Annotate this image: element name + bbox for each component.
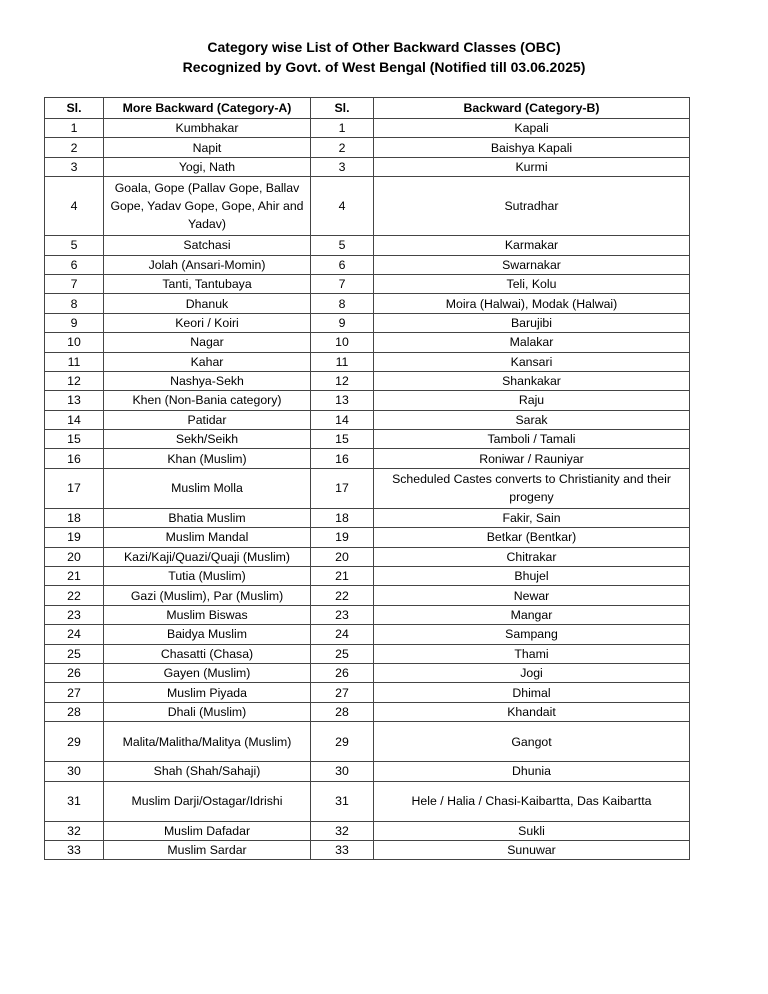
table-row: [45, 410, 690, 429]
cell-category-b: Roniwar / Rauniyar: [374, 449, 690, 468]
table-row: [45, 586, 690, 605]
cell-category-a: Baidya Muslim: [104, 625, 311, 644]
table-row: [45, 528, 690, 547]
cell-sl-b: 18: [311, 508, 374, 527]
cell-category-a: Muslim Molla: [104, 468, 311, 508]
cell-sl-b: 23: [311, 605, 374, 624]
cell-category-b: Khandait: [374, 702, 690, 721]
cell-category-a: Malita/Malitha/Malitya (Muslim): [104, 722, 311, 762]
cell-sl-b: 33: [311, 840, 374, 859]
cell-sl-b: 29: [311, 722, 374, 762]
cell-category-b: Gangot: [374, 722, 690, 762]
table-row: [45, 508, 690, 527]
cell-category-a: Muslim Biswas: [104, 605, 311, 624]
cell-category-b: Malakar: [374, 333, 690, 352]
table-row: [45, 274, 690, 293]
cell-sl-b: 4: [311, 177, 374, 236]
cell-category-b: Raju: [374, 391, 690, 410]
cell-category-b: Swarnakar: [374, 255, 690, 274]
cell-sl-b: 1: [311, 119, 374, 138]
cell-sl-b: 3: [311, 157, 374, 176]
cell-sl-a: 28: [45, 702, 104, 721]
cell-category-b: Betkar (Bentkar): [374, 528, 690, 547]
cell-sl-a: 17: [45, 468, 104, 508]
cell-category-b: Sampang: [374, 625, 690, 644]
cell-sl-b: 7: [311, 274, 374, 293]
table-row: [45, 236, 690, 255]
cell-sl-a: 27: [45, 683, 104, 702]
cell-sl-a: 30: [45, 762, 104, 781]
table-row: [45, 683, 690, 702]
obc-table: [44, 97, 690, 860]
cell-sl-b: 17: [311, 468, 374, 508]
cell-sl-a: 19: [45, 528, 104, 547]
cell-category-a: Nashya-Sekh: [104, 371, 311, 390]
cell-sl-a: 12: [45, 371, 104, 390]
cell-sl-a: 11: [45, 352, 104, 371]
cell-category-a: Kahar: [104, 352, 311, 371]
cell-sl-a: 21: [45, 567, 104, 586]
cell-sl-b: 22: [311, 586, 374, 605]
title-line-2: Recognized by Govt. of West Bengal (Notified till 03.06.2025): [182, 59, 586, 75]
cell-sl-b: 28: [311, 702, 374, 721]
cell-sl-b: 12: [311, 371, 374, 390]
cell-category-b: Baishya Kapali: [374, 138, 690, 157]
cell-category-a: Tanti, Tantubaya: [104, 274, 311, 293]
cell-category-b: Newar: [374, 586, 690, 605]
cell-category-a: Muslim Sardar: [104, 840, 311, 859]
table-header-row: [45, 98, 690, 119]
cell-sl-a: 1: [45, 119, 104, 138]
table-row: [45, 391, 690, 410]
cell-category-a: Khen (Non-Bania category): [104, 391, 311, 410]
cell-category-b: Scheduled Castes converts to Christianity and their progeny: [374, 468, 690, 508]
cell-sl-b: 20: [311, 547, 374, 566]
cell-category-b: Jogi: [374, 663, 690, 682]
cell-sl-b: 26: [311, 663, 374, 682]
cell-sl-b: 9: [311, 313, 374, 332]
cell-sl-b: 8: [311, 294, 374, 313]
cell-sl-b: 30: [311, 762, 374, 781]
cell-category-b: Hele / Halia / Chasi-Kaibartta, Das Kaibartta: [374, 781, 690, 821]
cell-sl-b: 11: [311, 352, 374, 371]
cell-sl-a: 8: [45, 294, 104, 313]
table-row: [45, 781, 690, 821]
cell-category-a: Kumbhakar: [104, 119, 311, 138]
cell-sl-b: 27: [311, 683, 374, 702]
table-row: [45, 840, 690, 859]
table-row: [45, 138, 690, 157]
cell-sl-b: 19: [311, 528, 374, 547]
table-row: [45, 333, 690, 352]
cell-sl-a: 14: [45, 410, 104, 429]
cell-sl-a: 33: [45, 840, 104, 859]
cell-category-a: Shah (Shah/Sahaji): [104, 762, 311, 781]
cell-sl-a: 26: [45, 663, 104, 682]
cell-category-b: Shankakar: [374, 371, 690, 390]
cell-category-b: Bhujel: [374, 567, 690, 586]
cell-sl-a: 22: [45, 586, 104, 605]
cell-category-b: Teli, Kolu: [374, 274, 690, 293]
cell-category-a: Satchasi: [104, 236, 311, 255]
cell-category-b: Sarak: [374, 410, 690, 429]
cell-sl-a: 5: [45, 236, 104, 255]
cell-sl-a: 15: [45, 430, 104, 449]
cell-sl-b: 31: [311, 781, 374, 821]
cell-category-b: Sunuwar: [374, 840, 690, 859]
table-row: [45, 255, 690, 274]
cell-sl-b: 16: [311, 449, 374, 468]
cell-category-b: Kurmi: [374, 157, 690, 176]
cell-category-b: Mangar: [374, 605, 690, 624]
cell-category-a: Khan (Muslim): [104, 449, 311, 468]
cell-category-a: Patidar: [104, 410, 311, 429]
cell-sl-a: 4: [45, 177, 104, 236]
table-row: [45, 157, 690, 176]
cell-category-b: Fakir, Sain: [374, 508, 690, 527]
cell-category-b: Sutradhar: [374, 177, 690, 236]
header-category-a: More Backward (Category-A): [104, 98, 311, 119]
header-sl-a: Sl.: [45, 98, 104, 119]
document-title: [0, 37, 768, 77]
cell-category-a: Gayen (Muslim): [104, 663, 311, 682]
table-row: [45, 762, 690, 781]
cell-sl-a: 16: [45, 449, 104, 468]
cell-category-a: Napit: [104, 138, 311, 157]
table-row: [45, 644, 690, 663]
cell-sl-a: 13: [45, 391, 104, 410]
cell-category-b: Dhunia: [374, 762, 690, 781]
cell-category-a: Muslim Mandal: [104, 528, 311, 547]
header-category-b: Backward (Category-B): [374, 98, 690, 119]
cell-category-a: Gazi (Muslim), Par (Muslim): [104, 586, 311, 605]
cell-category-a: Keori / Koiri: [104, 313, 311, 332]
cell-category-a: Bhatia Muslim: [104, 508, 311, 527]
cell-category-b: Karmakar: [374, 236, 690, 255]
cell-sl-a: 24: [45, 625, 104, 644]
cell-sl-a: 10: [45, 333, 104, 352]
cell-sl-a: 9: [45, 313, 104, 332]
cell-category-a: Yogi, Nath: [104, 157, 311, 176]
table-row: [45, 371, 690, 390]
table-row: [45, 722, 690, 762]
cell-category-a: Jolah (Ansari-Momin): [104, 255, 311, 274]
cell-sl-b: 25: [311, 644, 374, 663]
table-row: [45, 625, 690, 644]
cell-category-a: Nagar: [104, 333, 311, 352]
cell-sl-a: 3: [45, 157, 104, 176]
cell-category-a: Tutia (Muslim): [104, 567, 311, 586]
cell-category-b: Kapali: [374, 119, 690, 138]
title-line-1: Category wise List of Other Backward Classes (OBC): [207, 39, 561, 55]
table-row: [45, 294, 690, 313]
cell-category-b: Moira (Halwai), Modak (Halwai): [374, 294, 690, 313]
cell-sl-a: 23: [45, 605, 104, 624]
cell-sl-b: 32: [311, 821, 374, 840]
table-row: [45, 547, 690, 566]
cell-sl-b: 13: [311, 391, 374, 410]
cell-sl-a: 2: [45, 138, 104, 157]
cell-category-b: Kansari: [374, 352, 690, 371]
cell-sl-b: 21: [311, 567, 374, 586]
cell-category-b: Dhimal: [374, 683, 690, 702]
cell-sl-b: 5: [311, 236, 374, 255]
cell-category-a: Muslim Dafadar: [104, 821, 311, 840]
cell-category-b: Chitrakar: [374, 547, 690, 566]
table-row: [45, 177, 690, 236]
cell-category-b: Sukli: [374, 821, 690, 840]
cell-category-a: Dhali (Muslim): [104, 702, 311, 721]
cell-sl-b: 2: [311, 138, 374, 157]
cell-category-a: Dhanuk: [104, 294, 311, 313]
cell-sl-b: 6: [311, 255, 374, 274]
cell-category-b: Barujibi: [374, 313, 690, 332]
cell-sl-a: 25: [45, 644, 104, 663]
cell-sl-a: 32: [45, 821, 104, 840]
table-row: [45, 313, 690, 332]
table-row: [45, 821, 690, 840]
header-sl-b: Sl.: [311, 98, 374, 119]
cell-category-a: Kazi/Kaji/Quazi/Quaji (Muslim): [104, 547, 311, 566]
table-row: [45, 605, 690, 624]
cell-sl-a: 20: [45, 547, 104, 566]
cell-sl-a: 6: [45, 255, 104, 274]
table-row: [45, 352, 690, 371]
table-row: [45, 567, 690, 586]
cell-category-b: Tamboli / Tamali: [374, 430, 690, 449]
cell-sl-a: 7: [45, 274, 104, 293]
cell-category-a: Muslim Piyada: [104, 683, 311, 702]
cell-sl-a: 31: [45, 781, 104, 821]
cell-sl-a: 18: [45, 508, 104, 527]
cell-category-a: Chasatti (Chasa): [104, 644, 311, 663]
cell-sl-b: 10: [311, 333, 374, 352]
cell-category-a: Goala, Gope (Pallav Gope, Ballav Gope, Yadav Gope, Gope, Ahir and Yadav): [104, 177, 311, 236]
cell-sl-a: 29: [45, 722, 104, 762]
cell-sl-b: 14: [311, 410, 374, 429]
cell-sl-b: 15: [311, 430, 374, 449]
cell-category-a: Sekh/Seikh: [104, 430, 311, 449]
table-row: [45, 468, 690, 508]
table-row: [45, 119, 690, 138]
table-row: [45, 430, 690, 449]
cell-category-b: Thami: [374, 644, 690, 663]
table-row: [45, 663, 690, 682]
cell-category-a: Muslim Darji/Ostagar/Idrishi: [104, 781, 311, 821]
cell-sl-b: 24: [311, 625, 374, 644]
table-row: [45, 702, 690, 721]
table-row: [45, 449, 690, 468]
